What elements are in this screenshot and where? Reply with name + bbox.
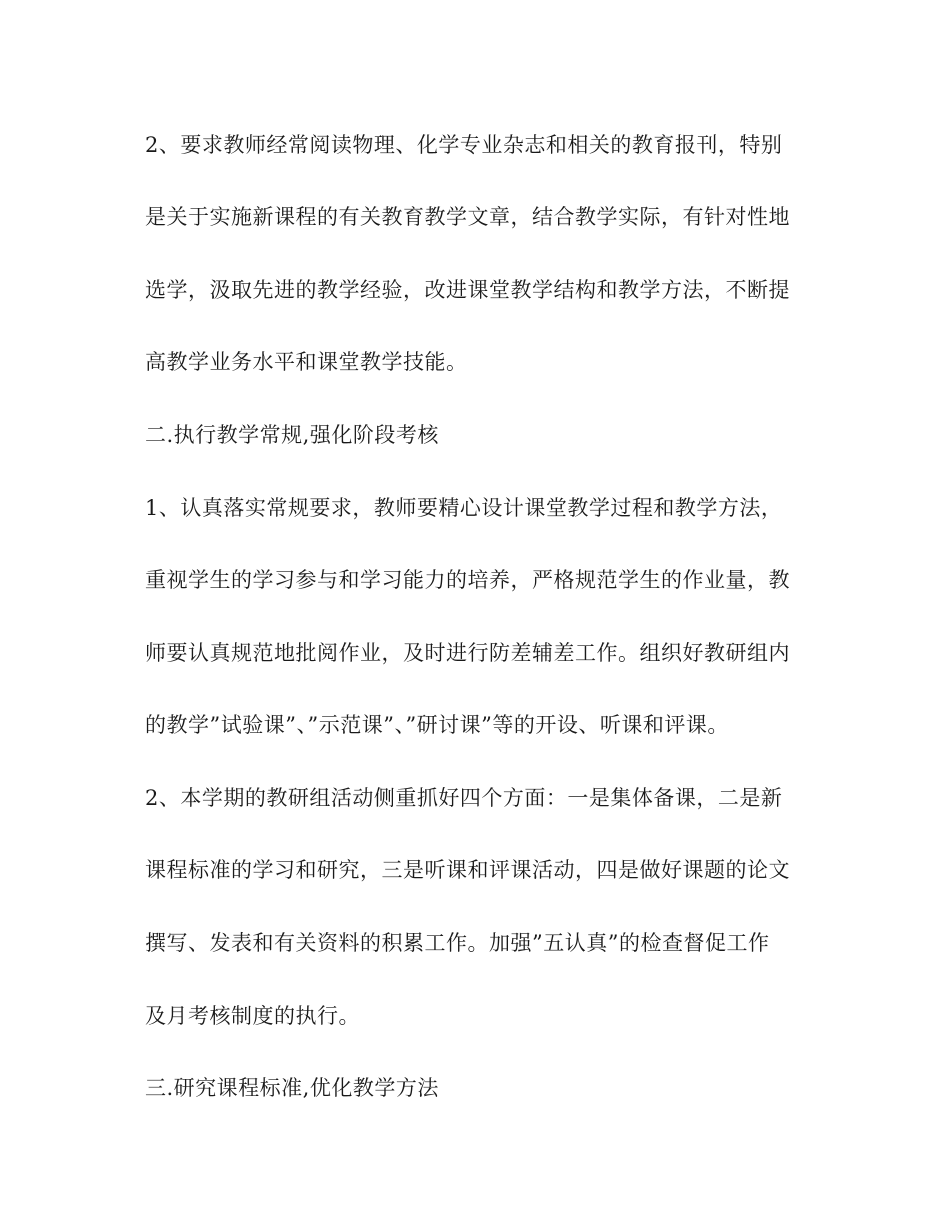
paragraph-line: 重视学生的学习参与和学习能力的培养，严格规范学生的作业量，教 xyxy=(145,568,790,592)
paragraph-line: 课程标准的学习和研究，三是听课和评课活动，四是做好课题的论文 xyxy=(145,858,790,882)
paragraph-line: 是关于实施新课程的有关教育教学文章，结合教学实际，有针对性地 xyxy=(145,205,790,229)
section-heading: 二.执行教学常规,强化阶段考核 xyxy=(145,423,439,447)
paragraph-line: 的教学”试验课”、”示范课”、”研讨课”等的开设、听课和评课。 xyxy=(145,713,729,737)
paragraph-line: 2、本学期的教研组活动侧重抓好四个方面：一是集体备课，二是新 xyxy=(145,786,783,810)
paragraph-line: 选学，汲取先进的教学经验，改进课堂教学结构和教学方法，不断提 xyxy=(145,278,790,302)
paragraph-line: 撰写、发表和有关资料的积累工作。加强”五认真”的检查督促工作 xyxy=(145,931,770,955)
paragraph-line: 高教学业务水平和课堂教学技能。 xyxy=(145,350,468,374)
paragraph-line: 及月考核制度的执行。 xyxy=(145,1004,360,1028)
paragraph-line: 2、要求教师经常阅读物理、化学专业杂志和相关的教育报刊，特别 xyxy=(145,133,783,157)
paragraph-line: 师要认真规范地批阅作业，及时进行防差辅差工作。组织好教研组内 xyxy=(145,641,790,665)
paragraph-line: 1、认真落实常规要求，教师要精心设计课堂教学过程和教学方法， xyxy=(145,496,783,520)
section-heading: 三.研究课程标准,优化教学方法 xyxy=(145,1076,439,1100)
